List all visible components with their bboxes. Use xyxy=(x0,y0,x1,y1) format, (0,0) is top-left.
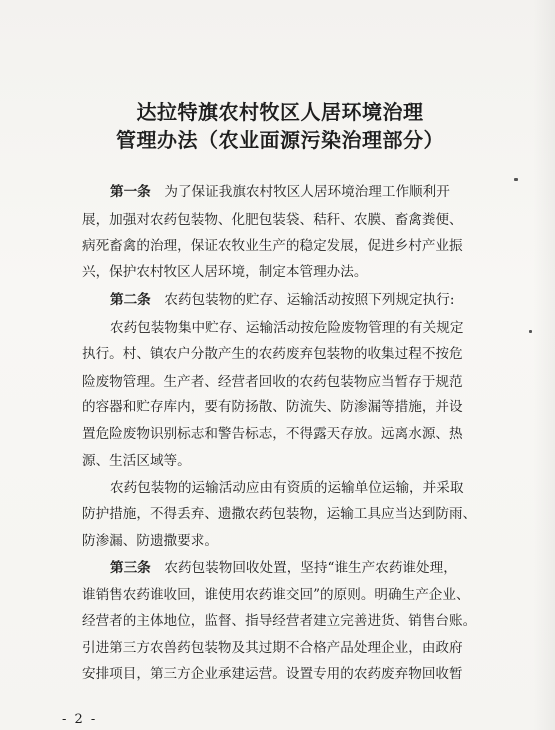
document-title-line-2: 管理办法（农业面源污染治理部分） xyxy=(116,128,444,152)
body-text: 农药包装物的运输活动应由有资质的运输单位运输，并采取 xyxy=(110,480,464,496)
body-text: 置危险废物识别标志和警告标志，不得露天存放。远离水源、热 xyxy=(82,426,463,442)
body-text: 引进第三方农兽药包装物及其过期不合格产品处理企业，由政府 xyxy=(82,640,463,656)
document-title-line-1: 达拉特旗农村牧区人居环境治理 xyxy=(136,100,424,124)
body-line xyxy=(82,425,492,443)
body-line xyxy=(82,237,492,255)
body-line xyxy=(82,665,492,683)
scan-speck xyxy=(514,178,518,181)
body-text: 兴，保护农村牧区人居环境，制定本管理办法。 xyxy=(82,264,368,280)
body-line xyxy=(82,345,492,363)
body-text: 经营者的主体地位，监督、指导经营者建立完善进货、销售台账。 xyxy=(82,613,477,629)
body-line xyxy=(110,183,492,201)
body-line xyxy=(110,559,492,577)
body-line xyxy=(82,263,492,281)
body-line xyxy=(82,612,492,630)
body-line xyxy=(82,373,492,391)
scan-speck xyxy=(529,330,532,333)
body-line xyxy=(82,505,492,523)
body-text: 病死畜禽的治理，保证农牧业生产的稳定发展，促进乡村产业振 xyxy=(82,238,463,254)
body-text: 为了保证我旗农村牧区人居环境治理工作顺利开 xyxy=(164,184,450,200)
body-line xyxy=(82,398,492,416)
body-line xyxy=(82,452,492,470)
body-text: 安排项目，第三方企业承建运营。设置专用的农药废弃物回收暂 xyxy=(82,666,463,682)
body-line xyxy=(110,291,492,309)
page-edge-shadow xyxy=(533,0,555,730)
article-number: 第一条 xyxy=(110,184,151,200)
body-text: 防渗漏、防遗撒要求。 xyxy=(82,533,218,549)
body-line xyxy=(82,586,492,604)
body-text: 执行。村、镇农户分散产生的农药废弃包装物的收集过程不按危 xyxy=(82,346,463,362)
body-text: 源、生活区域等。 xyxy=(82,453,191,469)
body-text: 展，加强对农药包装物、化肥包装袋、秸秆、农膜、畜禽粪便、 xyxy=(82,212,463,228)
body-text: 农药包装物的贮存、运输活动按照下列规定执行: xyxy=(164,292,455,308)
body-text: 农药包装物回收处置，坚持“谁生产农药谁处理， xyxy=(164,560,457,576)
body-line xyxy=(82,532,492,550)
body-line xyxy=(82,211,492,229)
body-line xyxy=(82,639,492,657)
article-number: 第二条 xyxy=(110,292,151,308)
body-text: 农药包装物集中贮存、运输活动按危险废物管理的有关规定 xyxy=(110,320,464,336)
article-number: 第三条 xyxy=(110,560,151,576)
body-line xyxy=(110,319,492,337)
body-text: 谁销售农药谁收回，谁使用农药谁交回”的原则。明确生产企业、 xyxy=(82,587,470,603)
body-text: 的容器和贮存库内，要有防扬散、防流失、防渗漏等措施，并设 xyxy=(82,399,463,415)
page-number: - 2 - xyxy=(62,712,98,727)
body-text: 防护措施，不得丢弃、遗撒农药包装物，运输工具应当达到防雨、 xyxy=(82,506,477,522)
body-text: 险废物管理。生产者、经营者回收的农药包装物应当暂存于规范 xyxy=(82,374,463,390)
body-line xyxy=(110,479,492,497)
